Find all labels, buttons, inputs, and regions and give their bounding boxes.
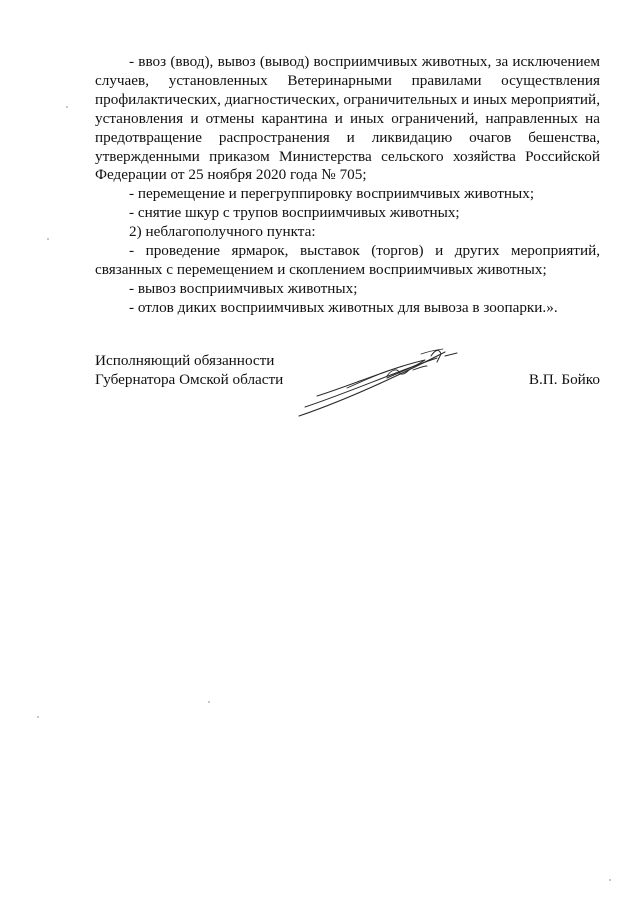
signatory-position-line1: Исполняющий обязанности: [95, 352, 275, 369]
paragraph-unfavorable-point-heading: 2) неблагополучного пункта:: [129, 223, 316, 241]
handwritten-signature: [295, 344, 475, 424]
scan-speck: [609, 879, 611, 881]
paragraph-fairs-ban: - проведение ярмарок, выставок (торгов) и других мероприятий, связанных с перемещением и скоплением восприимчивых животных;: [95, 242, 600, 278]
document-body: [95, 53, 600, 318]
paragraph-regrouping-ban: - перемещение и перегруппировку восприимчивых животных;: [129, 185, 535, 203]
paragraph-removal-ban: - вывоз восприимчивых животных;: [129, 279, 358, 297]
scan-speck: [37, 716, 39, 718]
paragraph-import-export-ban: - ввоз (ввод), вывоз (вывод) восприимчивых животных, за исключением случаев, установленных Ветеринарными правилами осуществления профилактических, диагностических, ограничительных и иных мероприятий, установления и отмены карантина и иных ограничений, направленных на предотвращение распространения и ликвидацию очагов бешенства, утвержденными приказом Министерства сельского хозяйства Российской Федерации от 25 ноября 2020 года № 705;: [95, 53, 600, 184]
signatory-name: В.П. Бойко: [528, 370, 600, 388]
signatory-position-line2: Губернатора Омской области: [95, 370, 284, 388]
signature-block: [95, 352, 600, 432]
paragraph-skinning-ban: - снятие шкур с трупов восприимчивых животных;: [129, 204, 460, 222]
signatory-position: [95, 352, 283, 390]
scan-speck: [66, 106, 68, 108]
paragraph-capture-ban: - отлов диких восприимчивых животных для вывоза в зоопарки.».: [129, 298, 558, 316]
scan-speck: [208, 701, 210, 703]
scan-speck: [47, 238, 49, 240]
